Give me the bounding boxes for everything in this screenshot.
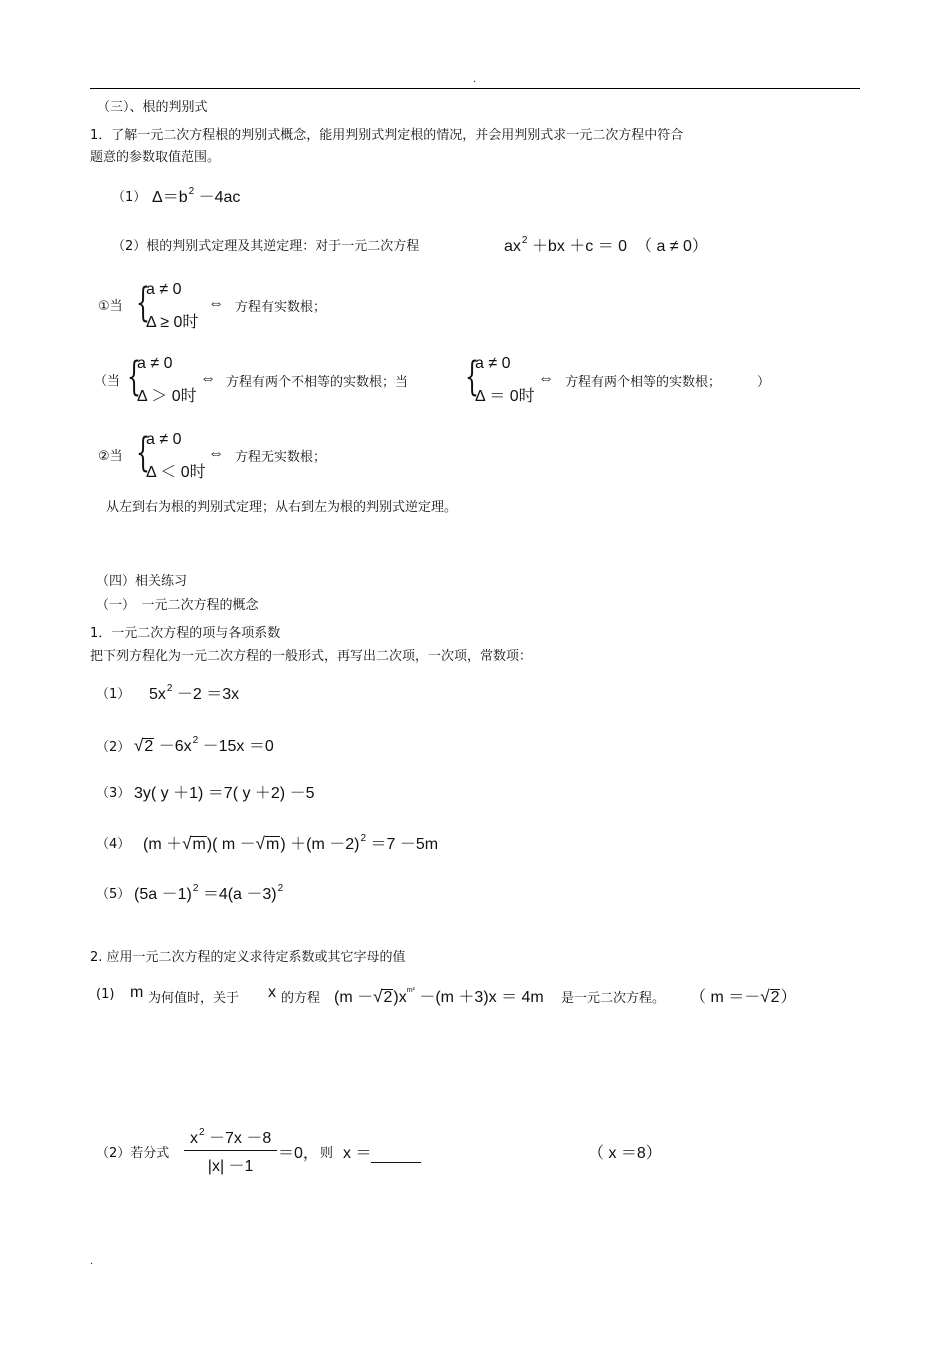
quadratic-general-form: $ax^2 +bx +c = 0$ [504, 235, 628, 255]
case1c-iff: ⇔ [538, 370, 554, 387]
case1-label: ①当 [98, 299, 123, 314]
case2-text: 方程无实数根； [235, 450, 327, 465]
section4-subtitle: （一） 一元二次方程的概念 [96, 598, 259, 613]
header-dot: . [473, 74, 477, 85]
q2-2-fraction: $\frac{x^2 -7x -8}{|x| -1}$ [184, 1125, 277, 1176]
case1b-brace: { [127, 354, 141, 400]
eq3: 3y( y ＋1) ＝7( y ＋2) －5 [134, 785, 315, 802]
sub2-text: （2）根的判别式定理及其逆定理：对于一元二次方程 [112, 239, 420, 254]
q2-2-equals: ＝0， [278, 1145, 319, 1162]
quadratic-condition: （ a ≠ 0） [636, 238, 708, 255]
q2-1-m: m [130, 984, 144, 1001]
case2-iff: ⇔ [208, 445, 224, 462]
eq5-number: （5） [96, 887, 131, 902]
q2-1-text1: 为何值时，关于 [148, 991, 240, 1006]
q2-2-then: 则 [320, 1146, 334, 1161]
q2-title: 2. 应用一元二次方程的定义求待定系数或其它字母的值 [90, 950, 406, 965]
case2-bottom: Δ ＜ 0时 [146, 464, 206, 481]
case2-brace: { [136, 430, 150, 476]
q2-2-blank [371, 1148, 421, 1163]
case1c-brace: { [465, 354, 479, 400]
section3-item1-line1: 1．了解一元二次方程根的判别式概念，能用判别式判定根的情况，并会用判别式求一元二次方程中符合 [90, 128, 684, 143]
eq2-number: （2） [96, 740, 131, 755]
eq3-number: （3） [96, 786, 131, 801]
q2-1-number: (1) [96, 987, 115, 1002]
case1b-top: a ≠ 0 [137, 355, 173, 372]
eq5: $(5a -1)^2 =4(a -3)^2$ [134, 883, 284, 903]
case1-iff: ⇔ [208, 295, 224, 312]
section3-item1-line2: 题意的参数取值范围。 [90, 150, 221, 165]
footer-dot: . [90, 1256, 94, 1267]
q2-2-answer: （ x ＝8） [588, 1145, 662, 1162]
eq1-number: （1） [96, 687, 131, 702]
eq4: (m ＋√m)( $m -√m) +(m -2)^2 =7 -5m$ [143, 833, 439, 853]
section3-title: （三）、根的判别式 [97, 100, 208, 115]
case1-text: 方程有实数根； [235, 300, 327, 315]
q2-2-label: （2）若分式 [96, 1146, 170, 1161]
case1b-label: （当 [94, 374, 121, 389]
case1-top: a ≠ 0 [146, 281, 182, 298]
sub1-number: （1） [112, 190, 147, 205]
eq4-number: （4） [96, 837, 131, 852]
q2-2-x: x ＝ [343, 1140, 421, 1163]
q2-1-equation: $(m -√2)x^{m^2} -(m +3)x = 4m$ [334, 987, 544, 1006]
case1-brace: { [136, 280, 150, 326]
case1c-bottom: Δ ＝ 0时 [475, 388, 535, 405]
case1-bottom: Δ ≥ 0时 [146, 314, 199, 331]
case1c-close: ） [757, 375, 771, 390]
discriminant-formula: $\Delta=b^2 -4ac$ [152, 186, 241, 206]
case2-top: a ≠ 0 [146, 431, 182, 448]
case1b-iff: ⇔ [200, 370, 216, 387]
header-rule [90, 88, 860, 89]
summary: 从左到右为根的判别式定理；从右到左为根的判别式逆定理。 [106, 500, 458, 515]
case1b-bottom: Δ ＞ 0时 [137, 388, 197, 405]
q1-title: 1．一元二次方程的项与各项系数 [90, 626, 281, 641]
q1-description: 把下列方程化为一元二次方程的一般形式，再写出二次项，一次项，常数项： [90, 649, 533, 664]
case1c-top: a ≠ 0 [475, 355, 511, 372]
q2-1-text2: 的方程 [281, 991, 321, 1006]
eq1: $5x^2 -2 =3x$ [149, 683, 240, 703]
q2-1-text3: 是一元二次方程。 [561, 991, 666, 1006]
q2-1-answer: （ m ＝－√2） [690, 987, 797, 1006]
case2-label: ②当 [98, 449, 123, 464]
section4-title: （四）相关练习 [96, 574, 188, 589]
case1b-text: 方程有两个不相等的实数根；当 [226, 375, 409, 390]
case1c-text: 方程有两个相等的实数根； [565, 375, 722, 390]
q2-1-x: x [268, 984, 276, 1001]
eq2: $√2 -6x^2 -15x =0$ [134, 735, 274, 755]
